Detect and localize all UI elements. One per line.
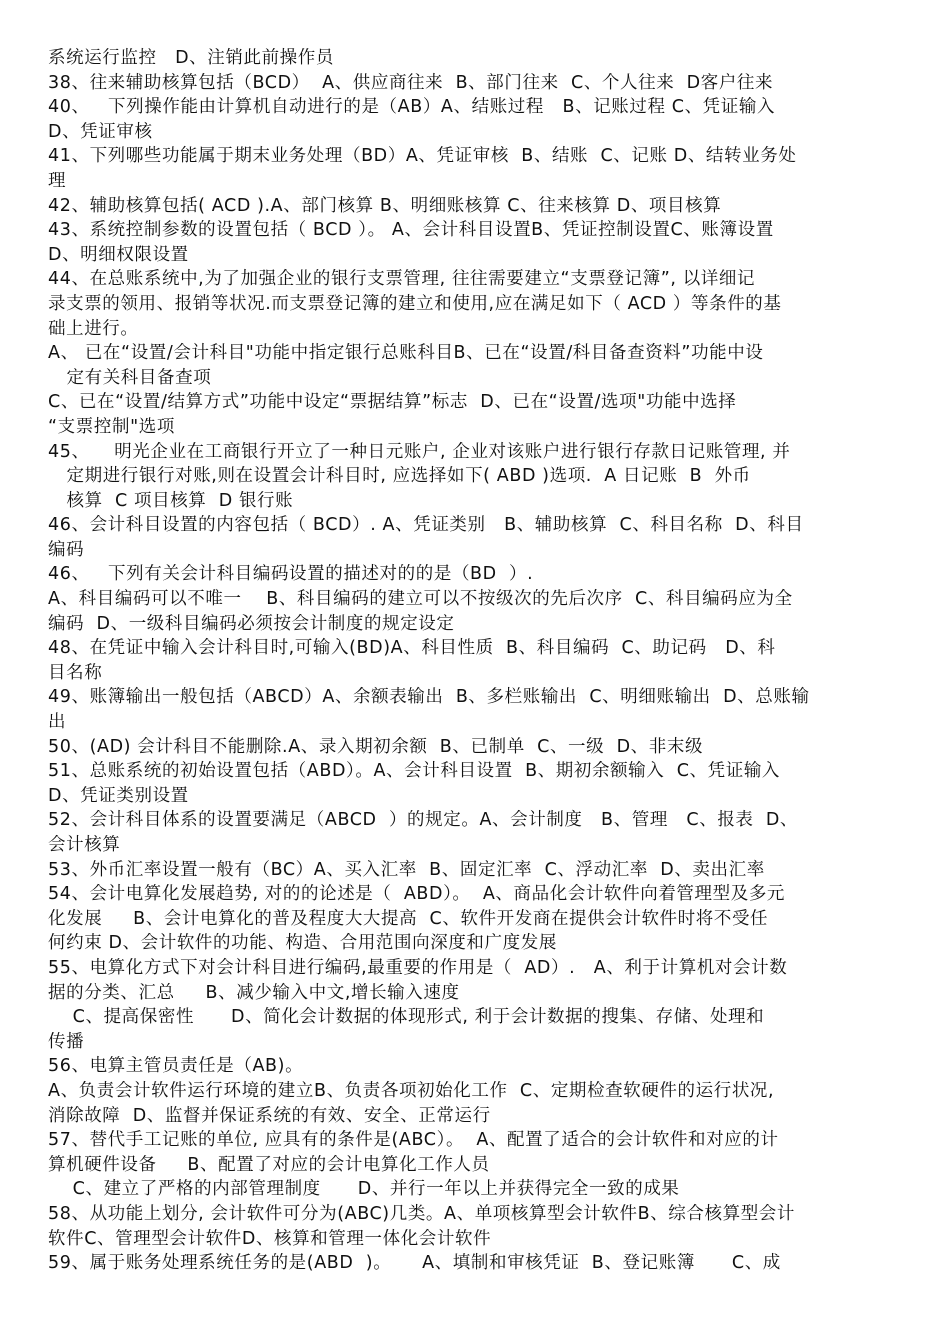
text-line: 56、电算主管员责任是（AB)。 — [48, 1056, 304, 1077]
text-line: “支票控制"选项 — [48, 416, 175, 437]
text-line: 编码 — [48, 539, 85, 560]
text-line: 59、属于账务处理系统任务的是(ABD )。 A、填制和审核凭证 B、登记账簿 C、成 — [48, 1253, 781, 1274]
text-line: 46、会计科目设置的内容包括（ BCD）. A、凭证类别 B、辅助核算 C、科目名称 D、科目 — [48, 515, 804, 536]
text-line: 58、从功能上划分, 会计软件可分为(ABC)几类。A、单项核算型会计软件B、综合核算型会计 — [48, 1203, 796, 1224]
text-line: 40、 下列操作能由计算机自动进行的是（AB）A、结账过程 B、记账过程 C、凭证输入 — [48, 97, 776, 118]
text-line: 编码 D、一级科目编码必须按会计制度的规定设定 — [48, 613, 455, 634]
document-body — [48, 46, 906, 1276]
text-line: 53、外币汇率设置一般有（BC）A、买入汇率 B、固定汇率 C、浮动汇率 D、卖出汇率 — [48, 859, 765, 880]
text-line: 46、 下列有关会计科目编码设置的描述对的的是（BD ）. — [48, 564, 534, 585]
text-line: 系统运行监控 D、注销此前操作员 — [48, 48, 334, 68]
text-line: 算机硬件设备 B、配置了对应的会计电算化工作人员 — [48, 1154, 490, 1175]
text-line: 化发展 B、会计电算化的普及程度大大提高 C、软件开发商在提供会计软件时将不受任 — [48, 908, 769, 929]
text-line: D、明细权限设置 — [48, 244, 189, 265]
text-line: 57、替代手工记账的单位, 应具有的条件是(ABC）。 A、配置了适合的会计软件和对应的计 — [48, 1130, 779, 1151]
text-line: 出 — [48, 712, 67, 733]
text-line: 49、账簿输出一般包括（ABCD）A、余额表输出 B、多栏账输出 C、明细账输出 D、总账输 — [48, 687, 810, 708]
text-line: 核算 C 项目核算 D 银行账 — [48, 490, 294, 511]
text-line: 础上进行。 — [48, 318, 139, 339]
text-line: 目名称 — [48, 662, 103, 683]
text-line: A、 已在“设置/会计科目"功能中指定银行总账科目B、已在“设置/科目备查资料”功能中设 — [48, 343, 764, 364]
text-line: 55、电算化方式下对会计科目进行编码,最重要的作用是（ AD）. A、利于计算机对会计数 — [48, 957, 788, 978]
text-line: 录支票的领用、报销等状况.而支票登记簿的建立和使用,应在满足如下（ ACD ）等条件的基 — [48, 293, 782, 314]
text-line: A、负责会计软件运行环境的建立B、负责各项初始化工作 C、定期检查软硬件的运行状况, — [48, 1080, 775, 1101]
text-line: 38、往来辅助核算包括（BCD） A、供应商往来 B、部门往来 C、个人往来 D客户往来 — [48, 72, 774, 93]
text-line: 48、在凭证中输入会计科目时,可输入(BD)A、科目性质 B、科目编码 C、助记码 D、科 — [48, 638, 776, 659]
text-line: D、凭证类别设置 — [48, 785, 189, 806]
text-line: 定有关科目备查项 — [48, 367, 212, 388]
text-line: 消除故障 D、监督并保证系统的有效、安全、正常运行 — [48, 1105, 491, 1126]
text-line: 44、在总账系统中,为了加强企业的银行支票管理, 往往需要建立“支票登记簿”, 以详细记 — [48, 269, 756, 290]
text-line: 43、系统控制参数的设置包括（ BCD ）。 A、会计科目设置B、凭证控制设置C、账簿设置 — [48, 220, 774, 241]
text-line: 52、会计科目体系的设置要满足（ABCD ）的规定。A、会计制度 B、管理 C、报表 D、 — [48, 810, 799, 831]
text-line: 据的分类、汇总 B、减少输入中文,增长输入速度 — [48, 982, 460, 1003]
text-line: 41、下列哪些功能属于期末业务处理（BD）A、凭证审核 B、结账 C、记账 D、结转业务处 — [48, 146, 797, 167]
text-line: 51、总账系统的初始设置包括（ABD）。A、会计科目设置 B、期初余额输入 C、凭证输入 — [48, 761, 781, 782]
text-line: 理 — [48, 170, 67, 191]
text-line: 50、(AD) 会计科目不能删除.A、录入期初余额 B、已制单 C、一级 D、非末级 — [48, 736, 704, 757]
text-line: 软件C、管理型会计软件D、核算和管理一体化会计软件 — [48, 1228, 492, 1249]
text-line: C、已在“设置/结算方式”功能中设定“票据结算”标志 D、已在“设置/选项"功能中选择 — [48, 392, 737, 413]
text-line: D、凭证审核 — [48, 121, 153, 142]
text-line: C、建立了严格的内部管理制度 D、并行一年以上并获得完全一致的成果 — [48, 1179, 680, 1200]
text-line: 42、辅助核算包括( ACD ).A、部门核算 B、明细账核算 C、往来核算 D、项目核算 — [48, 195, 722, 216]
text-line: C、提高保密性 D、简化会计数据的体现形式, 利于会计数据的搜集、存储、处理和 — [48, 1007, 765, 1028]
text-line: 传播 — [48, 1031, 85, 1052]
text-line: 45、 明光企业在工商银行开立了一种日元账户, 企业对该账户进行银行存款日记账管理, 并 — [48, 441, 791, 462]
text-line: A、科目编码可以不唯一 B、科目编码的建立可以不按级次的先后次序 C、科目编码应为全 — [48, 589, 793, 610]
text-line: 何约束 D、会计软件的功能、构造、合用范围向深度和广度发展 — [48, 933, 557, 954]
text-line: 54、会计电算化发展趋势, 对的的论述是（ ABD）。 A、商品化会计软件向着管理型及多元 — [48, 884, 786, 905]
text-line: 定期进行银行对账,则在设置会计科目时, 应选择如下( ABD )选项. A 日记账 B 外币 — [48, 466, 751, 487]
text-line: 会计核算 — [48, 835, 121, 855]
